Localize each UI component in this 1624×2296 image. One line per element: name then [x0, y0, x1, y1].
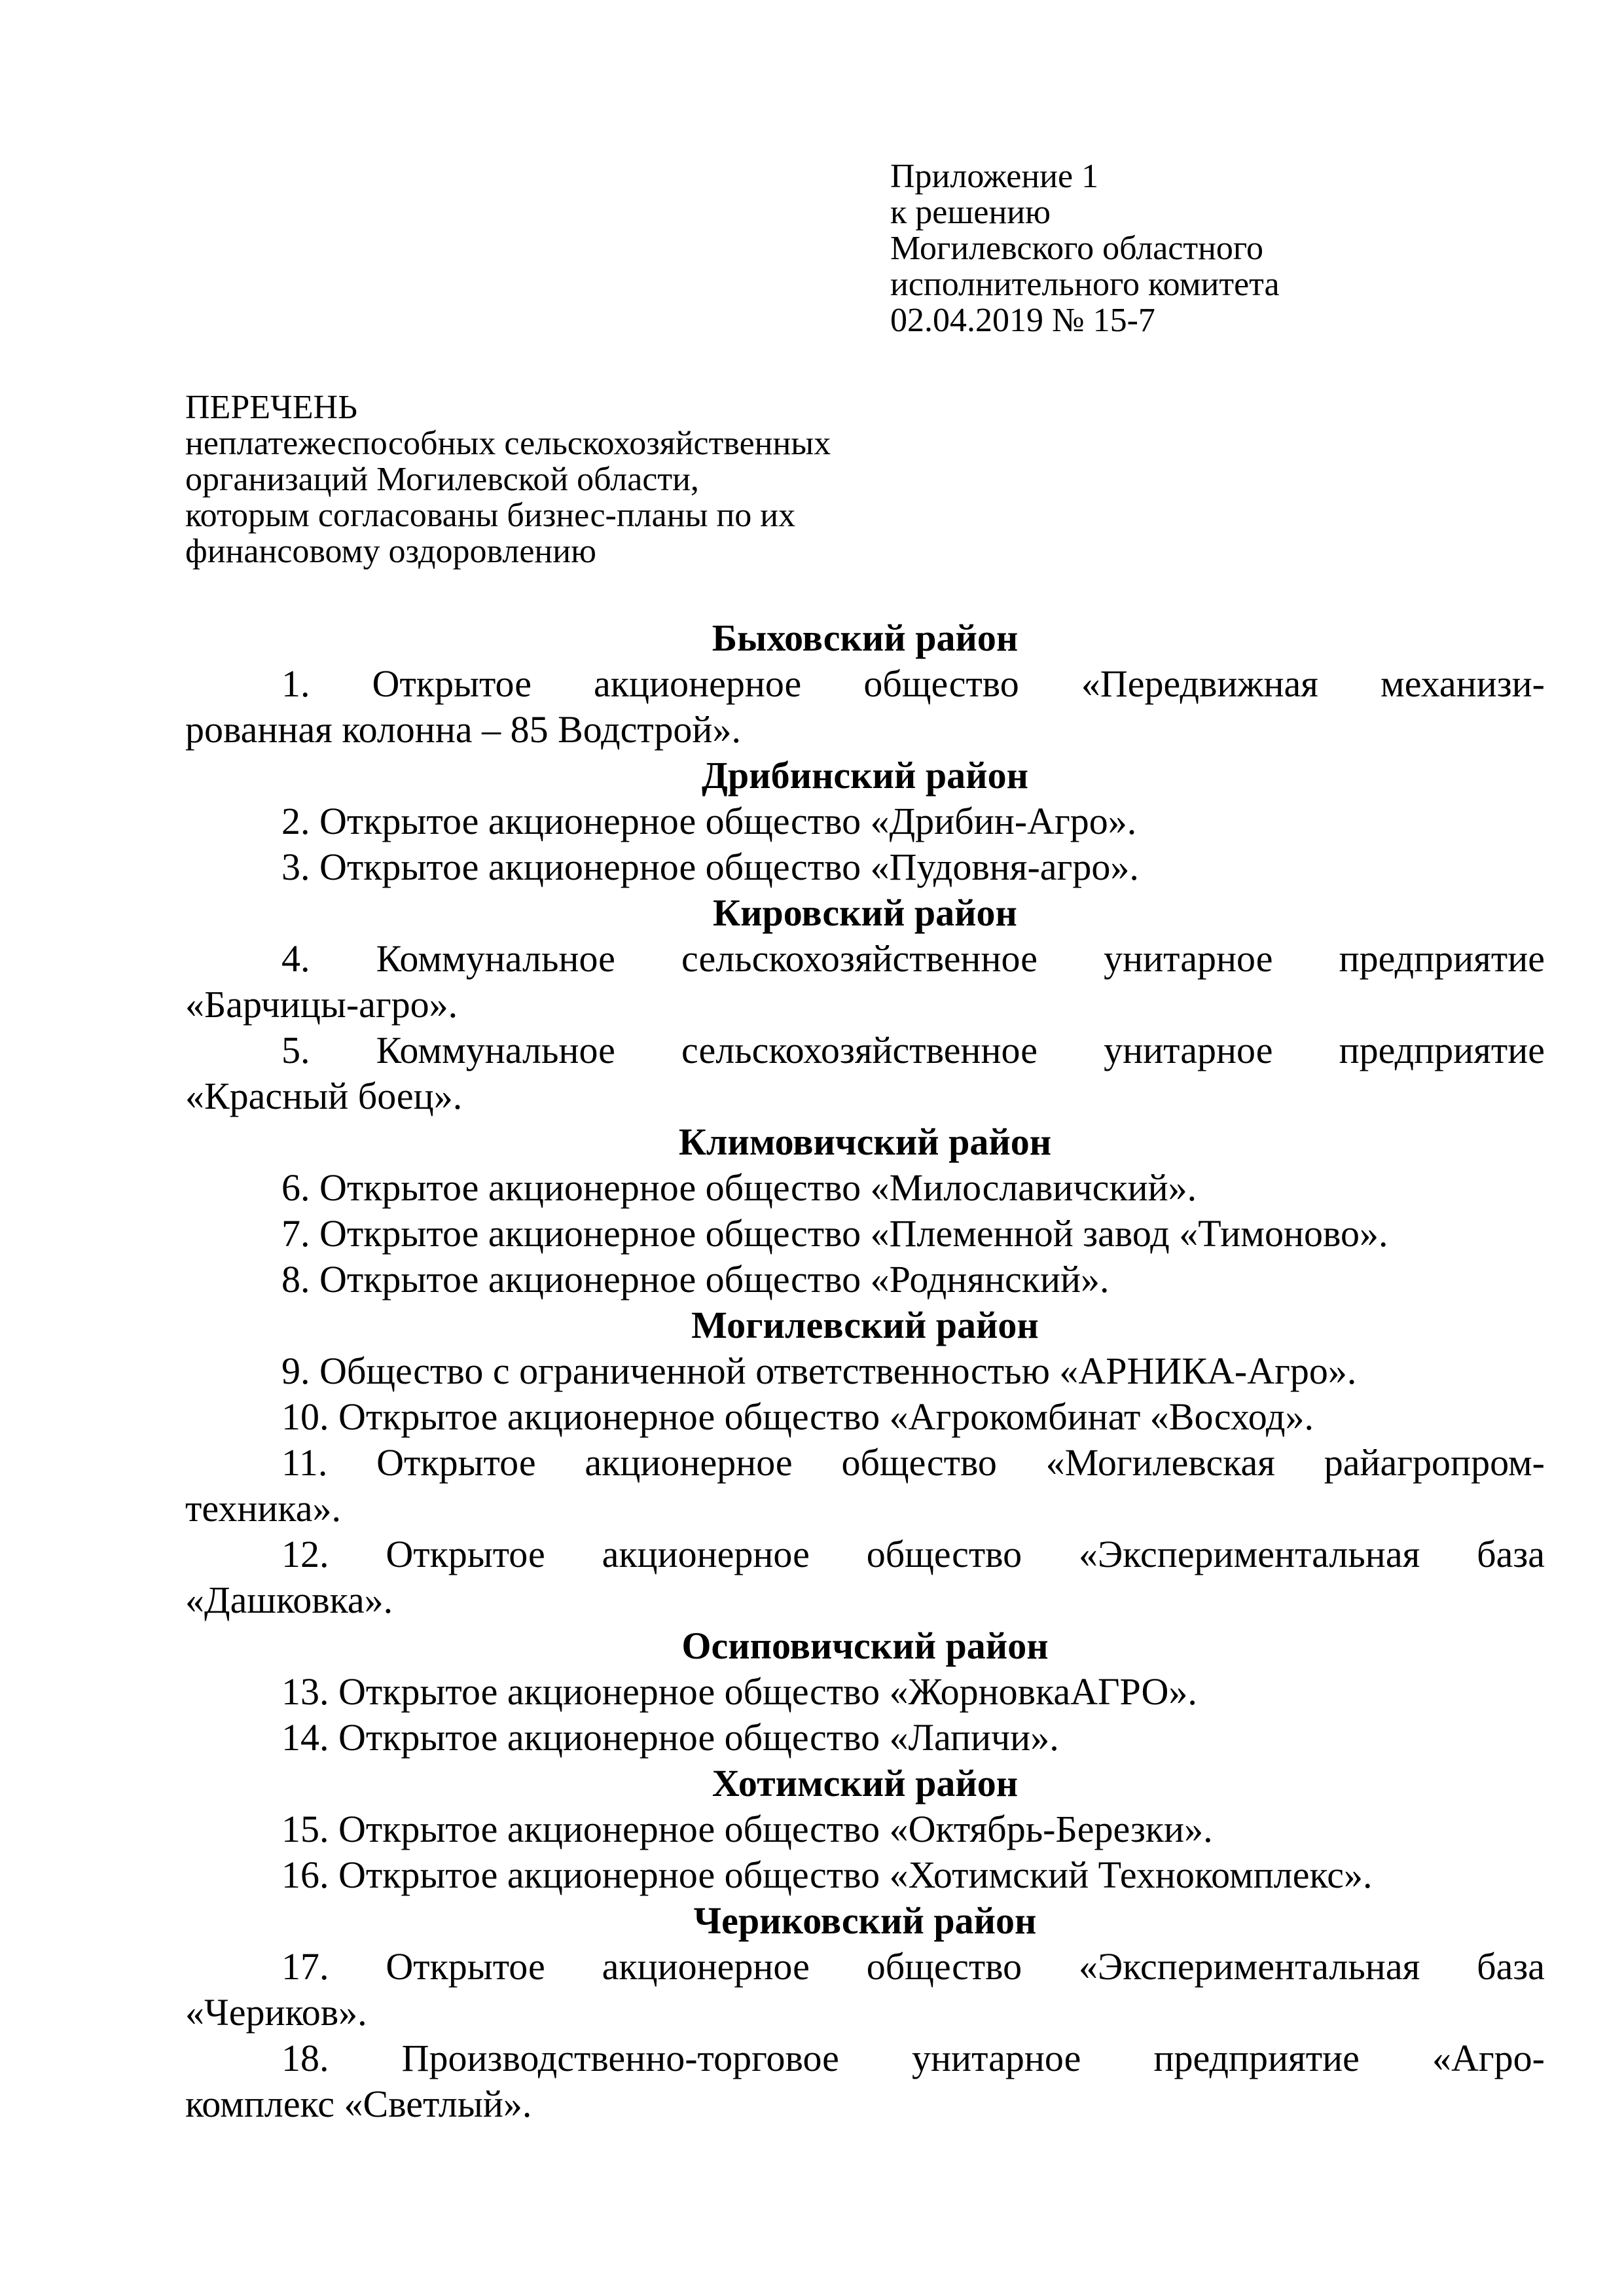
item-line: «Барчицы-агро».	[185, 983, 458, 1026]
district-section	[185, 753, 1545, 890]
org-item	[185, 1669, 1545, 1715]
appendix-header	[890, 158, 1545, 338]
document-title-line: которым согласованы бизнес-планы по их	[185, 497, 796, 534]
item-line: «Красный боец».	[185, 1075, 463, 1117]
item-line: техника».	[185, 1487, 341, 1530]
district-section	[185, 1302, 1545, 1623]
item-line: «Чериков».	[185, 1991, 367, 2034]
appendix-header-line: исполнительного комитета	[890, 266, 1280, 303]
org-item	[185, 1715, 1545, 1761]
section-heading: Быховский район	[712, 617, 1019, 659]
org-item	[185, 936, 1545, 1028]
document-title	[185, 389, 1545, 569]
item-line: 13. Открытое акционерное общество «ЖорновкаАГРО».	[281, 1670, 1197, 1713]
item-line: 16. Открытое акционерное общество «Хотимский Технокомплекс».	[281, 1854, 1373, 1896]
item-line: 10. Открытое акционерное общество «Агрокомбинат «Восход».	[281, 1395, 1314, 1438]
org-item	[185, 1257, 1545, 1302]
district-section	[185, 615, 1545, 753]
section-heading: Чериковский район	[693, 1899, 1037, 1942]
item-line: 7. Открытое акционерное общество «Племенной завод «Тимоново».	[281, 1212, 1388, 1255]
org-item	[185, 798, 1545, 844]
section-heading: Осиповичский район	[681, 1624, 1049, 1667]
district-section	[185, 1119, 1545, 1302]
item-line: рованная колонна – 85 Водстрой».	[185, 708, 741, 751]
appendix-header-line: Могилевского областного	[890, 230, 1263, 267]
item-line: 14. Открытое акционерное общество «Лапичи».	[281, 1716, 1059, 1759]
org-item	[185, 661, 1545, 753]
section-heading: Дрибинский район	[701, 754, 1028, 797]
org-item	[185, 1944, 1545, 2036]
appendix-header-line: 02.04.2019 № 15-7	[890, 302, 1155, 339]
section-heading: Могилевский район	[691, 1304, 1039, 1346]
org-item	[185, 2036, 1545, 2127]
org-item	[185, 1440, 1545, 1532]
item-line: 2. Открытое акционерное общество «Дрибин-Агро».	[281, 800, 1137, 842]
item-line: 15. Открытое акционерное общество «Октябрь-Березки».	[281, 1808, 1213, 1850]
org-item	[185, 1348, 1545, 1394]
org-item	[185, 1852, 1545, 1898]
org-item	[185, 1165, 1545, 1211]
section-heading: Кировский район	[713, 891, 1017, 934]
document-title-line: ПЕРЕЧЕНЬ	[185, 389, 357, 426]
section-heading: Хотимский район	[712, 1762, 1019, 1804]
org-item	[185, 844, 1545, 890]
item-line: 8. Открытое акционерное общество «Роднянский».	[281, 1258, 1110, 1300]
item-line: 9. Общество с ограниченной ответственностью «АРНИКА-Агро».	[281, 1350, 1357, 1392]
item-line: 5. Коммунальное сельскохозяйственное унитарное предприятие	[281, 1029, 1545, 1071]
sections-list	[185, 615, 1545, 2127]
org-item	[185, 1394, 1545, 1440]
org-item	[185, 1211, 1545, 1257]
district-section	[185, 890, 1545, 1119]
item-line: 4. Коммунальное сельскохозяйственное унитарное предприятие	[281, 937, 1545, 980]
district-section	[185, 1761, 1545, 1898]
item-line: 1. Открытое акционерное общество «Передвижная механизи-	[281, 662, 1545, 705]
document-title-line: организаций Могилевской области,	[185, 461, 699, 498]
item-line: 17. Открытое акционерное общество «Экспериментальная база	[281, 1945, 1545, 1988]
district-section	[185, 1898, 1545, 2127]
document-title-line: неплатежеспособных сельскохозяйственных	[185, 425, 831, 462]
appendix-header-line: к решению	[890, 194, 1051, 231]
item-line: 3. Открытое акционерное общество «Пудовня-агро».	[281, 846, 1139, 888]
item-line: «Дашковка».	[185, 1579, 393, 1621]
section-heading: Климовичский район	[678, 1121, 1052, 1163]
item-line: комплекс «Светлый».	[185, 2083, 532, 2125]
org-item	[185, 1532, 1545, 1623]
item-line: 6. Открытое акционерное общество «Милославичский».	[281, 1166, 1197, 1209]
item-line: 11. Открытое акционерное общество «Могилевская райагропром-	[281, 1441, 1545, 1484]
item-line: 12. Открытое акционерное общество «Экспериментальная база	[281, 1533, 1545, 1575]
org-item	[185, 1806, 1545, 1852]
appendix-header-line: Приложение 1	[890, 158, 1099, 195]
district-section	[185, 1623, 1545, 1761]
document-title-line: финансовому оздоровлению	[185, 533, 596, 570]
org-item	[185, 1028, 1545, 1119]
item-line: 18. Производственно-торговое унитарное предприятие «Агро-	[281, 2037, 1545, 2079]
